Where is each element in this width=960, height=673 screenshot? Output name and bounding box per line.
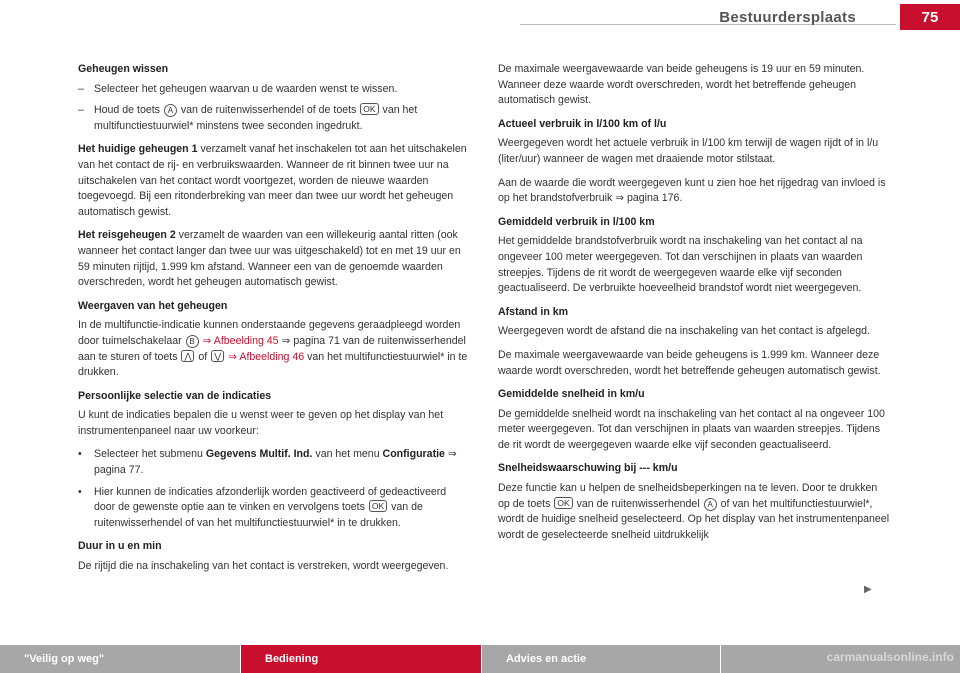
paragraph-geheugen-1: Het huidige geheugen 1 verzamelt vanaf het inschakelen tot aan het uitschakelen van het contact de rij- en verbruikswaarden. Wanneer de rit binnen twee uur na uitschakelen van het contact wordt voortgezet, worden de nieuwe waarden toegevoegd. Bij een ritonderbreking van meer dan twee uur wordt het geheugen automatisch gewist. <box>78 143 467 218</box>
link-afbeelding-46[interactable]: ⇒ Afbeelding 46 <box>228 350 305 363</box>
link-afbeelding-45[interactable]: ⇒ Afbeelding 45 <box>202 334 279 347</box>
button-b-icon: B <box>186 335 199 348</box>
heading-gemiddelde-snelheid: Gemiddelde snelheid in km/u <box>498 388 645 401</box>
paragraph-weergaven: In de multifunctie-indicatie kunnen onderstaande gegevens geraadpleegd worden door tuimelschakelaar B ⇒ Afbeelding 45 ⇒ pagina 71 van de ruitenwisserhendel aan te sturen of toets ⋀ of ⋁ ⇒ Afbeelding 46 van het multifunctiestuurwiel* in te drukken. <box>78 319 468 379</box>
page-number: 75 <box>900 4 960 30</box>
step-1: – Selecteer het geheugen waarvan u de waarden wenst te wissen. <box>78 82 468 98</box>
tab-bediening[interactable]: Bediening <box>241 645 481 673</box>
paragraph-actueel-verbruik-1: Weergegeven wordt het actuele verbruik in l/100 km terwijl de wagen rijdt of in l/u (liter/uur) wanneer de wagen met draaiende motor stilstaat. <box>498 137 879 165</box>
continue-arrow-icon: ▶ <box>864 584 872 595</box>
paragraph-gemiddelde-snelheid: De gemiddelde snelheid wordt na inschakeling van het contact al na ongeveer 100 meter weergegeven. Tot dan verschijnen in plaats van waarden streepjes. Tijdens de rit wordt de weergegeven waarde elke vijf seconden geactualiseerd. <box>498 407 885 451</box>
paragraph-gemiddeld-verbruik: Het gemiddelde brandstofverbruik wordt na inschakeling van het contact al na ongeveer 100 meter weergegeven. Tot dan verschijnen in plaats van waarden streepjes. Tijdens de rit wordt de weergegeven waarde elke vijf seconden geactualiseerd. De verbruikte hoeveelheid brandstof wordt niet weergegeven. <box>498 235 863 295</box>
heading-geheugen-wissen: Geheugen wissen <box>78 63 169 75</box>
chapter-title: Bestuurdersplaats <box>719 9 856 26</box>
paragraph-max-duur: De maximale weergavewaarde van beide geheugens is 19 uur en 59 minuten. Wanneer deze waarde wordt overschreden, wordt het betreffende geheugen automatisch gewist. <box>498 63 865 107</box>
tab-veilig-op-weg[interactable]: "Veilig op weg" <box>0 645 240 673</box>
left-column <box>78 62 468 583</box>
bullet-1: • Selecteer het submenu Gegevens Multif. Ind. van het menu Configuratie ⇒ pagina 77. <box>78 447 468 478</box>
button-a-icon: A <box>704 498 717 511</box>
paragraph-persoonlijke-selectie: U kunt de indicaties bepalen die u wenst weer te geven op het display van het instrumentenpaneel naar uw voorkeur: <box>78 409 444 437</box>
heading-persoonlijke-selectie: Persoonlijke selectie van de indicaties <box>78 389 272 402</box>
heading-gemiddeld-verbruik: Gemiddeld verbruik in l/100 km <box>498 215 655 228</box>
paragraph-duur: De rijtijd die na inschakeling van het contact is verstreken, wordt weergegeven. <box>78 560 449 573</box>
paragraph-actueel-verbruik-2: Aan de waarde die wordt weergegeven kunt u zien hoe het rijgedrag van invloed is op het brandstofverbruik ⇒ pagina 176. <box>498 176 886 205</box>
bullet-2: • Hier kunnen de indicaties afzonderlijk worden geactiveerd of gedeactiveerd door de gewenste optie aan te vinken en vervolgens toets OK van de ruitenwisserhendel of van het multifunctiestuurwiel* in te drukken. <box>78 485 468 532</box>
up-key-icon: ⋀ <box>181 350 194 362</box>
step-2: – Houd de toets A van de ruitenwisserhendel of de toets OK van het multifunctiestuurwiel* minstens twee seconden ingedrukt. <box>78 103 468 134</box>
button-a-icon: A <box>164 104 177 117</box>
heading-actueel-verbruik: Actueel verbruik in l/100 km of l/u <box>498 117 667 130</box>
page-header <box>0 0 960 30</box>
ok-key-icon: OK <box>369 500 387 512</box>
paragraph-geheugen-2: Het reisgeheugen 2 verzamelt de waarden van een willekeurig aantal ritten (ook wanneer het contact langer dan twee uur was uitgeschakeld) tot en met 19 uur en 59 minuten rijtijd, 1.999 km afstand. Wanneer een van de genoemde waarden overschreden, wordt het geheugen automatisch gewist. <box>78 229 461 289</box>
heading-afstand: Afstand in km <box>498 305 569 318</box>
paragraph-snelheidswaarschuwing: Deze functie kan u helpen de snelheidsbeperkingen na te leven. Door te drukken op de toets OK van de ruitenwisserhendel A of van het multifunctiestuurwiel*, wordt de huidige snelheid geselecteerd. Op het display van het instrumentenpaneel wordt de geselecteerde snelheid uitdrukkelijk <box>498 482 890 541</box>
heading-weergaven: Weergaven van het geheugen <box>78 299 228 312</box>
right-column <box>498 62 890 551</box>
ok-key-icon: OK <box>360 103 378 115</box>
heading-duur: Duur in u en min <box>78 540 162 553</box>
heading-snelheidswaarschuwing: Snelheidswaarschuwing bij --- km/u <box>498 462 678 475</box>
down-key-icon: ⋁ <box>211 350 224 362</box>
paragraph-afstand-2: De maximale weergavewaarde van beide geheugens is 1.999 km. Wanneer deze waarde wordt overschreden, wordt het betreffende geheugen automatisch gewist. <box>498 348 881 377</box>
tab-advies-en-actie[interactable]: Advies en actie <box>482 645 720 673</box>
ok-key-icon: OK <box>554 497 572 509</box>
watermark: carmanualsonline.info <box>826 650 954 664</box>
footer-tabs <box>0 645 960 673</box>
paragraph-afstand-1: Weergegeven wordt de afstand die na inschakeling van het contact is afgelegd. <box>498 325 871 338</box>
